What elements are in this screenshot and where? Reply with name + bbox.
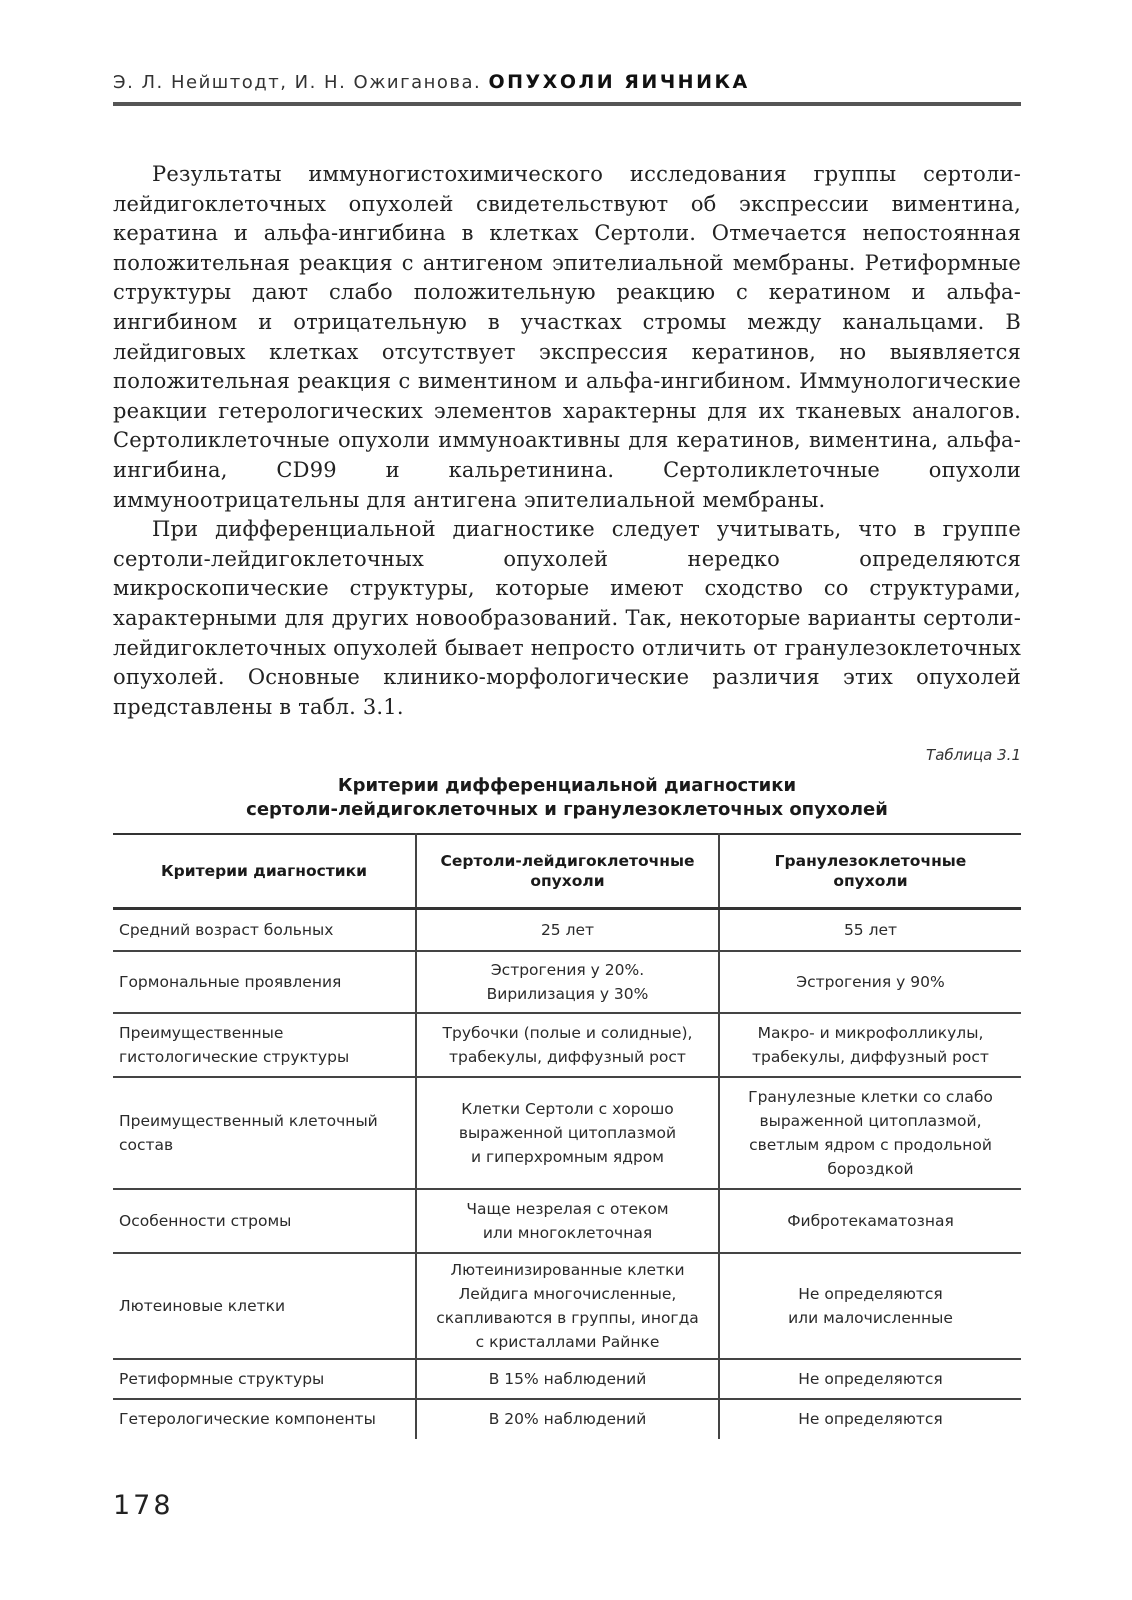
header-rule xyxy=(113,102,1021,106)
cell-line: Преимущественный клеточный xyxy=(119,1111,378,1130)
cell-line: В 20% наблюдений xyxy=(488,1410,647,1428)
table-row xyxy=(113,1253,1021,1359)
table-row xyxy=(113,1077,1021,1189)
granulosa-cell xyxy=(719,1189,1021,1253)
table-row xyxy=(113,909,1021,951)
granulosa-cell xyxy=(719,909,1021,951)
cell-line: Не определяются xyxy=(798,1369,943,1388)
cell-line: Клетки Сертоли с хорошо xyxy=(461,1099,674,1118)
table-row xyxy=(113,1013,1021,1077)
criterion-cell xyxy=(113,951,416,1013)
table-row xyxy=(113,1359,1021,1399)
table-caption: Таблица 3.1 xyxy=(926,746,1021,764)
header-book-title: ОПУХОЛИ ЯИЧНИКА xyxy=(488,71,750,93)
cell-line: светлым ядром с продольной xyxy=(749,1135,992,1154)
cell-line: Гормональные проявления xyxy=(119,972,342,991)
cell-line: Вирилизация у 30% xyxy=(486,984,649,1003)
table-title-line: Критерии дифференциальной диагностики xyxy=(337,775,797,796)
table-title xyxy=(113,774,1021,822)
cell-line: В 15% наблюдений xyxy=(488,1369,647,1388)
cell-line: скапливаются в группы, иногда xyxy=(436,1308,699,1327)
cell-line: 25 лет xyxy=(540,920,595,939)
cell-line: Гранулезные клетки со слабо xyxy=(748,1087,993,1106)
cell-line: трабекулы, диффузный рост xyxy=(449,1047,686,1066)
cell-line: Эстрогения у 20%. xyxy=(490,960,645,979)
cell-line: выраженной цитоплазмой xyxy=(458,1123,677,1142)
criteria-table xyxy=(113,833,1021,1439)
cell-line: Эстрогения у 90% xyxy=(796,972,945,991)
cell-line: с кристаллами Райнке xyxy=(475,1332,660,1351)
table-header-row xyxy=(113,834,1021,909)
cell-line: Средний возраст больных xyxy=(119,920,334,939)
criterion-cell xyxy=(113,1399,416,1439)
criterion-cell xyxy=(113,1253,416,1359)
sertoli-leydig-cell xyxy=(416,1077,719,1189)
cell-line: Лютеинизированные клетки xyxy=(450,1260,685,1279)
cell-line: Гетерологические компоненты xyxy=(119,1410,376,1428)
running-head xyxy=(113,71,1021,93)
cell-line: трабекулы, диффузный рост xyxy=(752,1047,989,1066)
sertoli-leydig-cell xyxy=(416,1359,719,1399)
header-granulosa xyxy=(719,834,1021,909)
sertoli-leydig-cell xyxy=(416,951,719,1013)
header-line: опухоли xyxy=(833,872,908,890)
page-number: 178 xyxy=(113,1490,174,1521)
header-line: опухоли xyxy=(530,872,605,890)
header-line: Сертоли-лейдигоклеточные xyxy=(440,852,695,870)
cell-line: Ретиформные структуры xyxy=(119,1369,325,1388)
table-title-line: сертоли-лейдигоклеточных и гранулезоклеточных опухолей xyxy=(246,799,888,820)
sertoli-leydig-cell xyxy=(416,1189,719,1253)
cell-line: бороздкой xyxy=(827,1159,914,1178)
cell-line: Чаще незрелая с отеком xyxy=(466,1199,669,1218)
body-text xyxy=(113,160,1021,722)
cell-line: или многоклеточная xyxy=(482,1223,653,1242)
granulosa-cell xyxy=(719,1013,1021,1077)
header-sertoli-leydig xyxy=(416,834,719,909)
cell-line: и гиперхромным ядром xyxy=(471,1147,664,1166)
sertoli-leydig-cell xyxy=(416,909,719,951)
granulosa-cell xyxy=(719,1399,1021,1439)
header-criteria xyxy=(113,834,416,909)
cell-line: состав xyxy=(119,1135,174,1154)
sertoli-leydig-cell xyxy=(416,1399,719,1439)
granulosa-cell xyxy=(719,951,1021,1013)
granulosa-cell xyxy=(719,1359,1021,1399)
criterion-cell xyxy=(113,909,416,951)
cell-line: Особенности стромы xyxy=(119,1211,292,1230)
cell-line: Не определяются xyxy=(798,1410,943,1428)
table-row xyxy=(113,1399,1021,1439)
cell-line: Фибротекаматозная xyxy=(787,1211,954,1230)
cell-line: или малочисленные xyxy=(788,1308,953,1327)
sertoli-leydig-cell xyxy=(416,1253,719,1359)
cell-line: выраженной цитоплазмой, xyxy=(759,1111,982,1130)
header-line: Критерии диагностики xyxy=(160,862,368,880)
table-row xyxy=(113,1189,1021,1253)
cell-line: Трубочки (полые и солидные), xyxy=(442,1023,693,1042)
granulosa-cell xyxy=(719,1253,1021,1359)
cell-line: Лейдига многочисленные, xyxy=(458,1284,677,1303)
cell-line: Макро- и микрофолликулы, xyxy=(757,1023,984,1042)
cell-line: Не определяются xyxy=(798,1284,943,1303)
paragraph-1: Результаты иммуногистохимического исследования группы сертоли-лейдигоклеточных опухолей свидетельствуют об экспрессии виментина, кератина и альфа-ингибина в клетках Сертоли. Отмечается непостоянная положительная реакция с антигеном эпителиальной мембраны. Ретиформные структуры дают слабо положительную реакцию с кератином и альфа-ингибином и отрицательную в участках стромы между канальцами. В лейдиговых клетках отсутствует экспрессия кератинов, но выявляется положительная реакция с виментином и альфа-ингибином. Иммунологические реакции гетерологических элементов характерны для их тканевых аналогов. Сертоликлеточные опухоли иммуноактивны для кератинов, виментина, альфа-ингибина, CD99 и кальретинина. Сертоликлеточные опухоли иммуноотрицательны для антигена эпителиальной мембраны. xyxy=(113,162,1021,512)
paragraph-2: При дифференциальной диагностике следует учитывать, что в группе сертоли-лейдигоклеточных опухолей нередко определяются микроскопические структуры, которые имеют сходство со структурами, характерными для других новообразований. Так, некоторые варианты сертоли-лейдигоклеточных опухолей бывает непросто отличить от гранулезоклеточных опухолей. Основные клинико-морфологические различия этих опухолей представлены в табл. 3.1. xyxy=(113,517,1021,719)
criterion-cell xyxy=(113,1013,416,1077)
criterion-cell xyxy=(113,1359,416,1399)
cell-line: гистологические структуры xyxy=(119,1047,350,1066)
criterion-cell xyxy=(113,1189,416,1253)
sertoli-leydig-cell xyxy=(416,1013,719,1077)
cell-line: Преимущественные xyxy=(119,1023,284,1042)
granulosa-cell xyxy=(719,1077,1021,1189)
cell-line: 55 лет xyxy=(843,920,898,939)
criterion-cell xyxy=(113,1077,416,1189)
header-line: Гранулезоклеточные xyxy=(774,852,967,870)
header-authors: Э. Л. Нейштодт, И. Н. Ожиганова. xyxy=(113,72,482,93)
table-row xyxy=(113,951,1021,1013)
cell-line: Лютеиновые клетки xyxy=(119,1296,286,1315)
